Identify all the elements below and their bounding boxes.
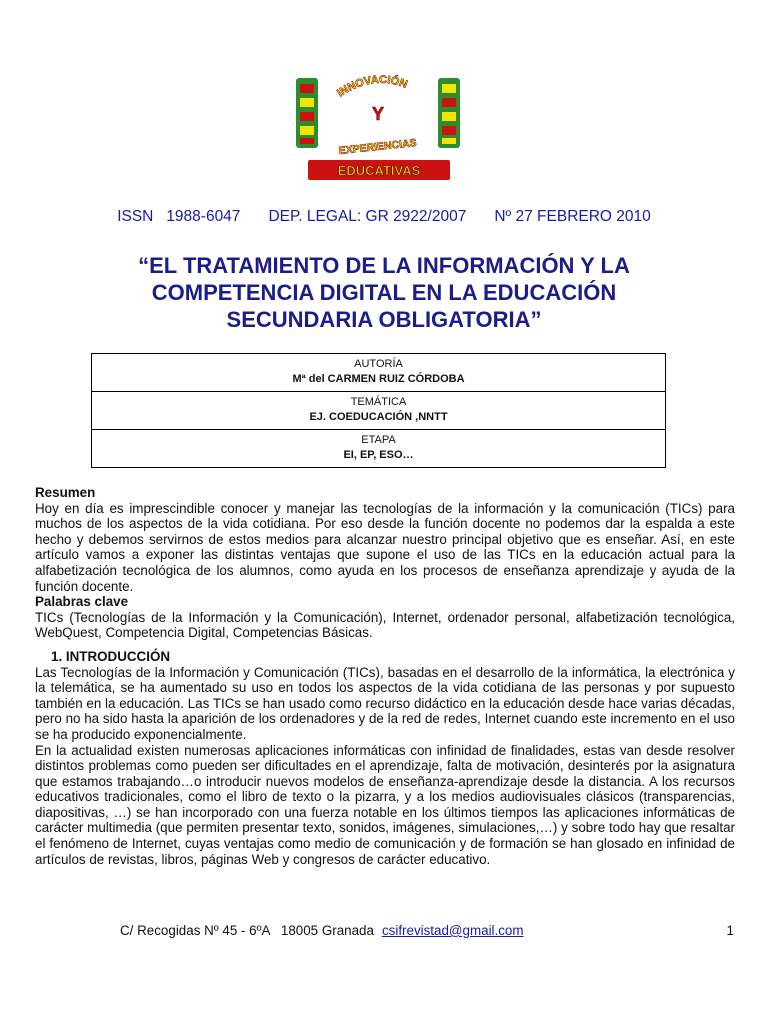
palabras-clave-text: TICs (Tecnologías de la Información y la Comunicación), Internet, ordenador personal, alfabetización tecnológica, WebQuest, Competencia Digital, Competencias Básicas. [35,609,735,641]
tematica-value: EJ. COEDUCACIÓN ,NNTT [309,411,448,423]
etapa-row [92,430,666,468]
tematica-label: TEMÁTICA [350,396,407,408]
autoria-value: Mª del CARMEN RUIZ CÓRDOBA [292,373,465,385]
title-line-2: COMPETENCIA DIGITAL EN LA EDUCACIÓN [151,280,617,305]
autoria-row [92,354,666,392]
introduccion-paragraph-1: Las Tecnologías de la Información y Comunicación (TICs), basadas en el desarrollo de la informática, la electrónica y la telemática, se ha aumentado su uso en todos los aspectos de la vida cotidiana de las personas y por supuesto también en la educación. Las TICs se han usado como recurso didáctico en la educación desde hace varias décadas, pero no ha sido hasta la aparición de los ordenadores y de la red de redes, Internet cuando este incremento en el uso se ha producido exponencialmente. [35,664,735,742]
article-info-table [91,353,666,468]
article-body [35,485,735,867]
tematica-row [92,392,666,430]
footer-address: C/ Recogidas Nº 45 - 6ºA 18005 Granada [120,923,374,938]
logo-left-column [296,78,318,148]
issn-text: ISSN 1988-6047 [117,208,241,225]
journal-logo [278,70,478,188]
palabras-clave-heading: Palabras clave [35,594,129,610]
title-line-1: “EL TRATAMIENTO DE LA INFORMACIÓN Y LA [138,253,630,278]
logo-right-column [438,78,460,148]
title-line-3: SECUNDARIA OBLIGATORIA” [226,307,542,332]
article-title [60,252,708,333]
logo-graphic [278,70,478,188]
autoria-label: AUTORÍA [354,358,403,370]
resumen-text: Hoy en día es imprescindible conocer y manejar las tecnologías de la información y la comunicación (TICs) para muchos de los aspectos de la vida cotidiana. Por eso desde la función docente no podemos dar la espalda a este hecho y debemos servirnos de estos medios para alcanzar nuestro principal objetivo que es enseñar. Así, en este artículo vamos a exponer las distintas ventajas que supone el uso de las TICs en la educación actual para la alfabetización tecnológica de los alumnos, como ayuda en los procesos de enseñanza aprendizaje y ayuda de la función docente. [35,500,735,594]
introduccion-paragraph-2: En la actualidad existen numerosas aplicaciones informáticas con infinidad de finalidades, estas van desde resolver distintos problemas como pueden ser dificultades en el aprendizaje, falta de motivación, desinterés por la asignatura que estamos trabajando…o introducir nuevos modelos de enseñanza-aprendizaje desde la distancia. A los recursos educativos tradicionales, como el libro de texto o la pizarra, y a los medios audiovisuales clásicos (transparencias, diapositivas, …) se han incorporado con una fuerza notable en los últimos tiempos las aplicaciones informáticas de carácter multimedia (que permiten presentar texto, sonidos, imágenes, simulaciones,…) y sobre todo hay que resaltar el fenómeno de Internet, cuyas ventajas como medio de comunicación y de formación se han glosado en infinidad de artículos de revistas, libros, páginas Web y congresos de carácter educativo. [35,742,735,867]
footer-email-link[interactable]: csifrevistad@gmail.com [381,923,524,938]
issue-text: Nº 27 FEBRERO 2010 [494,208,651,225]
logo-innovacion: INNOVACIÓN [335,73,409,100]
logo-experiencias: EXPERIENCIAS [338,136,418,158]
etapa-label: ETAPA [361,434,396,446]
page-footer [120,923,740,938]
logo-y: Y [371,104,385,124]
logo-educativas: EDUCATIVAS [337,163,421,178]
page-number: 1 [726,923,734,938]
publication-meta [0,208,768,226]
etapa-value: EI, EP, ESO… [343,449,414,461]
legal-deposit-text: DEP. LEGAL: GR 2922/2007 [268,208,467,225]
resumen-heading: Resumen [35,485,96,500]
introduccion-heading: 1. INTRODUCCIÓN [51,648,171,664]
